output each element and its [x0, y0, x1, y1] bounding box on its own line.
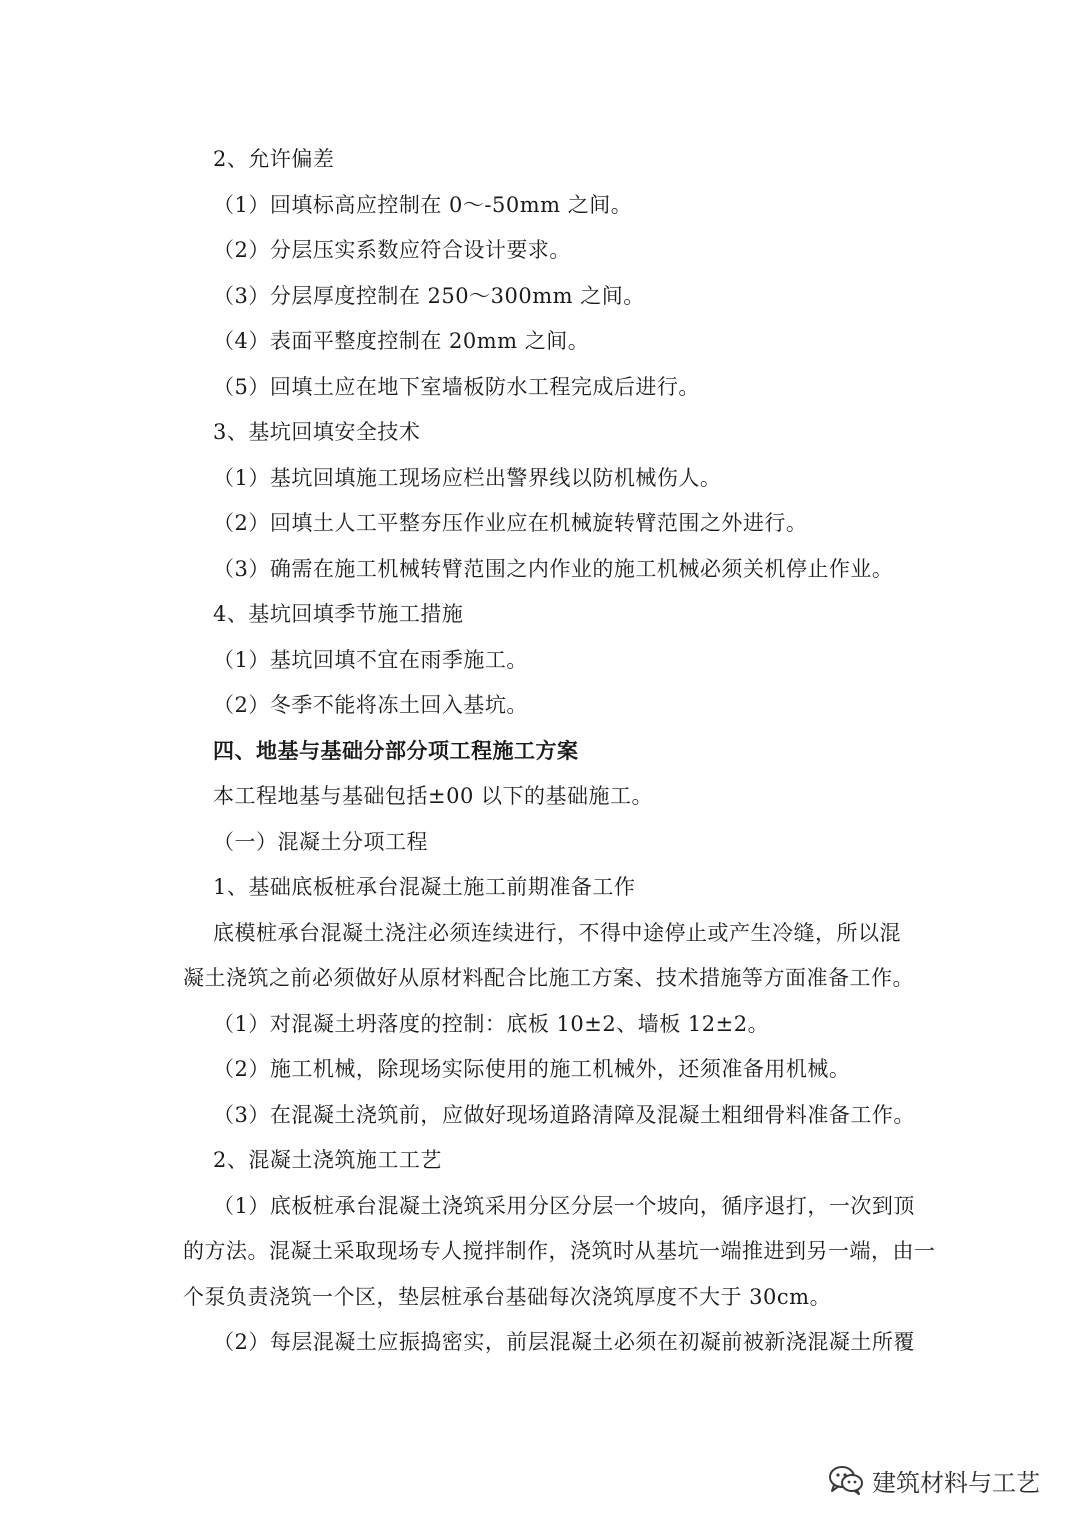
wechat-icon	[828, 1465, 864, 1495]
text-line: （1）基坑回填不宜在雨季施工。	[213, 647, 528, 672]
text-line: （1）基坑回填施工现场应栏出警界线以防机械伤人。	[213, 465, 722, 490]
text-line: 4、基坑回填季节施工措施	[213, 602, 464, 626]
text-line: （2）每层混凝土应振捣密实，前层混凝土必须在初凝前被新浇混凝土所覆	[213, 1330, 915, 1354]
text-line: 个泵负责浇筑一个区，垫层桩承台基础每次浇筑厚度不大于 30cm。	[183, 1284, 832, 1309]
watermark	[828, 1460, 1040, 1500]
text-line: （2）施工机械，除现场实际使用的施工机械外，还须准备用机械。	[213, 1057, 851, 1081]
text-line: （2）回填土人工平整夯压作业应在机械旋转臂范围之外进行。	[213, 511, 808, 535]
text-line: 1、基础底板桩承台混凝土施工前期准备工作	[213, 875, 636, 899]
text-line: （3）确需在施工机械转臂范围之内作业的施工机械必须关机停止作业。	[213, 556, 894, 581]
text-line: （1）底板桩承台混凝土浇筑采用分区分层一个坡向，循序退打，一次到顶	[213, 1193, 915, 1218]
watermark-text: 建筑材料与工艺	[872, 1468, 1040, 1497]
text-line: 3、基坑回填安全技术	[213, 420, 421, 444]
text-line: （1）回填标高应控制在 0～-50mm 之间。	[213, 192, 633, 217]
text-line: （4）表面平整度控制在 20mm 之间。	[213, 329, 590, 353]
section-heading: 四、地基与基础分部分项工程施工方案	[213, 738, 579, 763]
text-line: （5）回填土应在地下室墙板防水工程完成后进行。	[213, 374, 700, 399]
text-line: （2）冬季不能将冻土回入基坑。	[213, 693, 528, 717]
text-line: 凝土浇筑之前必须做好从原材料配合比施工方案、技术措施等方面准备工作。	[183, 966, 914, 990]
text-line: 底模桩承台混凝土浇注必须连续进行，不得中途停止或产生冷缝，所以混	[213, 920, 901, 945]
text-line: （3）分层厚度控制在 250～300mm 之间。	[213, 283, 645, 308]
text-line: 本工程地基与基础包括±00 以下的基础施工。	[213, 784, 653, 808]
text-line: 的方法。混凝土采取现场专人搅拌制作，浇筑时从基坑一端推进到另一端，由一	[183, 1239, 936, 1263]
text-line: （3）在混凝土浇筑前，应做好现场道路清障及混凝土粗细骨料准备工作。	[213, 1102, 915, 1127]
text-line: 2、允许偏差	[213, 147, 335, 171]
text-line: 2、混凝土浇筑施工工艺	[213, 1148, 442, 1172]
text-line: （一）混凝土分项工程	[213, 829, 428, 854]
text-line: （2）分层压实系数应符合设计要求。	[213, 238, 571, 262]
text-line: （1）对混凝土坍落度的控制：底板 10±2、墙板 12±2。	[213, 1011, 770, 1036]
